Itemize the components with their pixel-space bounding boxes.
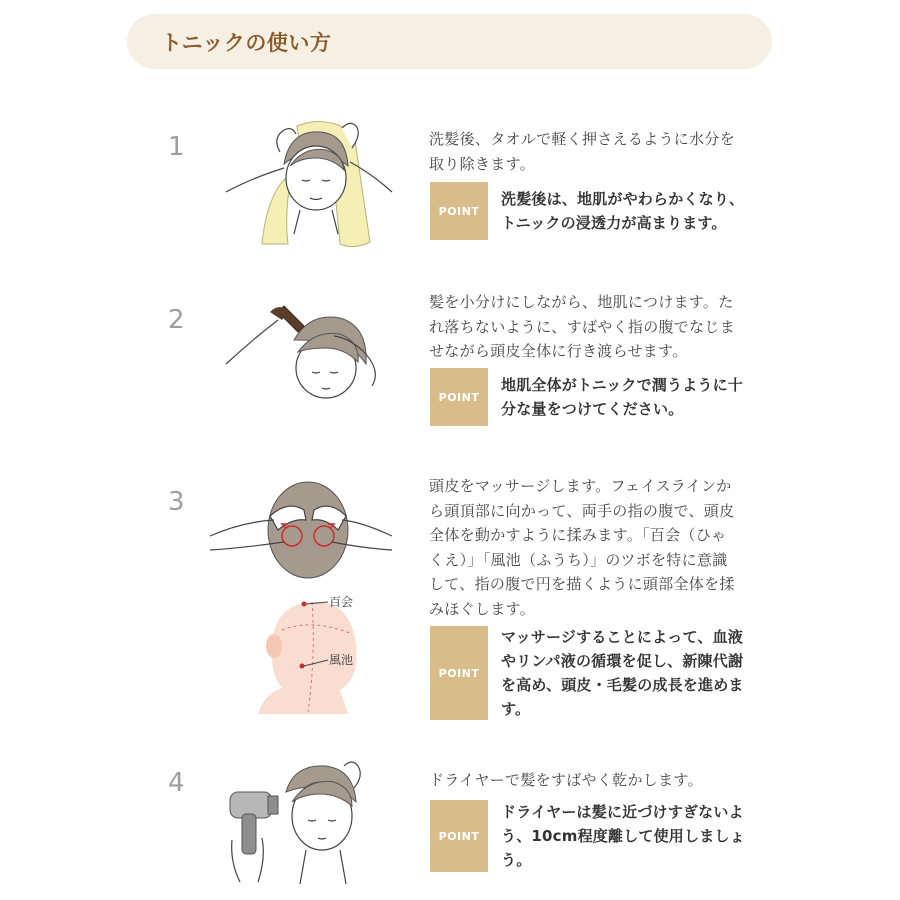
hair-dryer-illustration — [222, 758, 392, 886]
step-3-point-text: マッサージすることによって、血液やリンパ液の循環を促し、新陳代謝を高め、頭皮・毛髪の成長を進めます。 — [501, 628, 744, 718]
step-1-point-text: 洗髪後は、地肌がやわらかくなり、トニックの浸透力が高まります。 — [501, 190, 745, 232]
step-3-number: 3 — [168, 487, 185, 517]
scalp-massage-illustration — [208, 474, 394, 584]
step-1-number: 1 — [168, 132, 185, 162]
towel-illustration — [222, 112, 398, 254]
step-2-point-text: 地肌全体がトニックで潤うように十分な量をつけてください。 — [501, 376, 744, 418]
point-badge: POINT — [430, 800, 488, 872]
step-1-point — [430, 182, 750, 240]
tonic-bottle-illustration — [222, 290, 398, 426]
step-2-point — [430, 368, 750, 426]
hyakue-label: 百会 — [329, 595, 354, 609]
step-4-number: 4 — [168, 768, 185, 798]
point-badge: POINT — [430, 626, 488, 720]
section-title: トニックの使い方 — [161, 31, 332, 55]
step-4-point — [430, 800, 750, 872]
head-acupoint-diagram — [252, 594, 394, 718]
section-header — [127, 14, 772, 69]
step-2-description: 髪を小分けにしながら、地肌につけます。たれ落ちないように、すばやく指の腹でなじませながら頭皮全体に行き渡らせます。 — [429, 293, 736, 360]
step-2-number: 2 — [168, 305, 185, 335]
point-badge: POINT — [430, 182, 488, 240]
step-3-point — [430, 626, 750, 720]
step-4-description: ドライヤーで髪をすばやく乾かします。 — [429, 771, 703, 789]
step-4-point-text: ドライヤーは髪に近づけすぎないよう、10cm程度離して使用しましょう。 — [501, 803, 745, 869]
fuuchi-label: 風池 — [329, 653, 354, 667]
step-3-description: 頭皮をマッサージします。フェイスラインから頭頂部に向かって、両手の指の腹で、頭皮全体を動かすように揉みます。「百会（ひゃくえ）」「風池（ふうち）」のツボを特に意識して、指の腹で円を描くように頭部全体を揉みほぐします。 — [429, 477, 735, 618]
step-1-description: 洗髪後、タオルで軽く押さえるように水分を取り除きます。 — [429, 130, 736, 173]
point-badge: POINT — [430, 368, 488, 426]
